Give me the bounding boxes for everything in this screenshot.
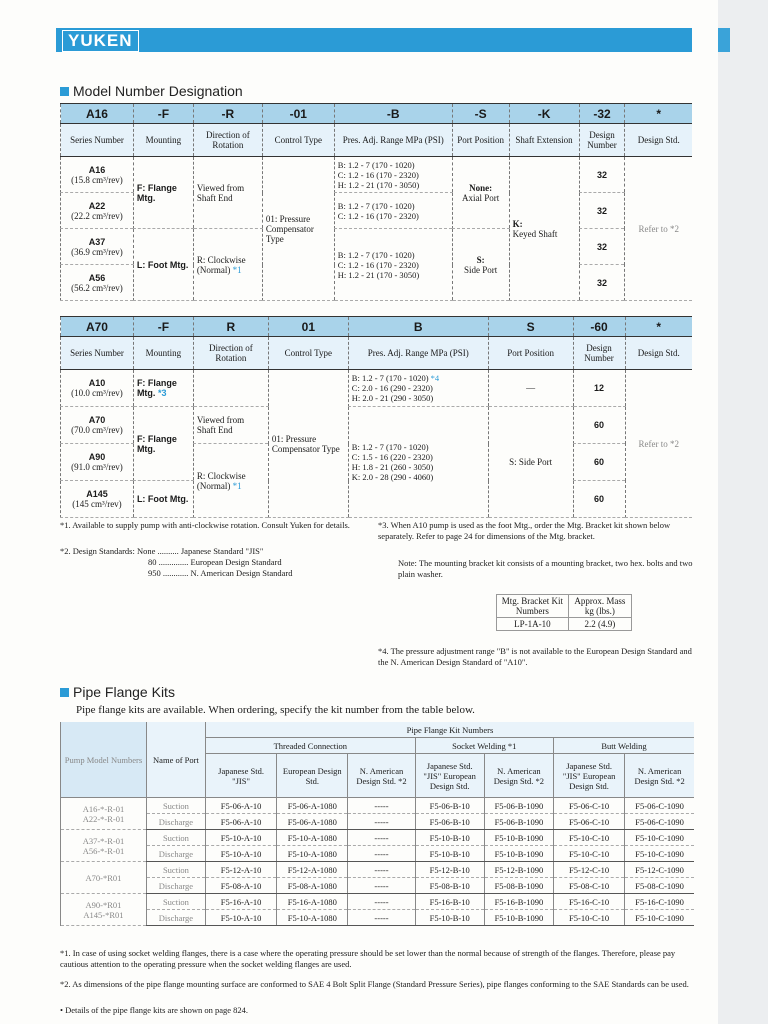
- pump-model-cell: [61, 830, 147, 862]
- pres-line: H: 1.2 - 21 (170 - 3050): [337, 179, 420, 190]
- kit-number: F5-08-B-1090: [484, 878, 553, 894]
- kit-number: F5-10-C-10: [553, 846, 624, 862]
- kit-number: F5-06-A-1080: [277, 798, 348, 814]
- shaft-k: [509, 157, 579, 301]
- kit-number: F5-06-C-1090: [625, 814, 694, 830]
- pressure-mid: [334, 193, 452, 229]
- brand-logo: YUKEN: [62, 30, 139, 52]
- pipe-section-title: Pipe Flange Kits: [73, 684, 175, 700]
- kit-number: F5-10-C-10: [553, 830, 624, 846]
- bracket-header: Mtg. Bracket Kit Numbers: [497, 595, 569, 618]
- code-cell: B: [348, 317, 488, 337]
- bracket-mass: 2.2 (4.9): [568, 618, 631, 631]
- star-mark: *1: [232, 480, 242, 491]
- kit-number: F5-06-C-1090: [625, 798, 694, 814]
- pump-model-cell: [61, 894, 147, 926]
- model-a145: [61, 481, 134, 518]
- port-none-code: None:: [469, 182, 493, 193]
- table-row: [61, 846, 695, 862]
- section-title-model: [60, 83, 243, 99]
- kit-number: F5-06-C-10: [553, 814, 624, 830]
- note-2-head: *2. Design Standards: None .......... Japanese Standard "JIS": [60, 546, 264, 556]
- pipe-footnote-2: *2. As dimensions of the pipe flange mounting surface are conformed to SAE 4 Bolt Split Flange (Standard Pressure Series), pipe flanges conforming to the SAE Standards can be used.: [60, 979, 689, 989]
- section-title-pipe: [60, 684, 175, 700]
- model-disp: (22.2 cm³/rev): [71, 210, 123, 221]
- pres-line: B: 1.2 - 7 (170 - 1020): [351, 442, 429, 452]
- table-row: [61, 910, 695, 926]
- mount-l: L: Foot Mtg.: [133, 229, 193, 301]
- kit-number: F5-10-A-1080: [277, 910, 348, 926]
- mount-f: F: Flange Mtg.: [133, 407, 193, 481]
- kit-number: -----: [348, 878, 415, 894]
- code-cell: -F: [133, 104, 193, 124]
- square-bullet-icon: [60, 688, 69, 697]
- h-port: Name of Port: [146, 722, 205, 798]
- star-mark: *3: [157, 388, 167, 398]
- pressure-rest: [348, 407, 488, 518]
- shaft-keyed: Keyed Shaft: [512, 228, 558, 239]
- design-number: 32: [579, 229, 625, 265]
- label-cell: Control Type: [262, 124, 334, 157]
- rotation-r-text: R: Clockwise (Normal): [196, 254, 246, 275]
- kit-number: F5-16-C-10: [553, 894, 624, 910]
- label-cell: Direction of Rotation: [193, 124, 262, 157]
- note-1: *1. Available to supply pump with anti-clockwise rotation. Consult Yuken for details.: [60, 520, 350, 530]
- model-table-a16: [60, 103, 692, 301]
- pressure-top: [334, 157, 452, 193]
- table-row: [61, 814, 695, 830]
- kit-number: F5-10-B-10: [415, 830, 484, 846]
- kit-number: F5-06-B-10: [415, 814, 484, 830]
- model-disp: (36.9 cm³/rev): [71, 246, 123, 257]
- pump-model: A37-*-R-01: [82, 835, 125, 846]
- model-name: A90: [88, 452, 106, 462]
- rotation-r-text: R: Clockwise (Normal): [196, 470, 246, 491]
- pres-line: C: 1.2 - 16 (170 - 2320): [337, 259, 419, 270]
- kit-number: F5-10-A-1080: [277, 846, 348, 862]
- h-model: Pump Model Numbers: [61, 722, 147, 798]
- code-cell: -60: [573, 317, 625, 337]
- label-cell: Mounting: [133, 124, 193, 157]
- col-header: N. American Design Std. *2: [484, 754, 553, 798]
- kit-number: F5-16-A-1080: [277, 894, 348, 910]
- pump-model: A145-*R01: [83, 909, 124, 920]
- code-cell: -K: [509, 104, 579, 124]
- model-disp: (145 cm³/rev): [72, 499, 122, 509]
- kit-number: F5-16-C-1090: [625, 894, 694, 910]
- pres-line: H: 1.8 - 21 (260 - 3050): [351, 462, 434, 472]
- kit-number: F5-08-B-10: [415, 878, 484, 894]
- pres-line: C: 1.2 - 16 (170 - 2320): [337, 169, 419, 180]
- port-side: S: Side Port: [488, 407, 573, 518]
- kit-number: F5-12-B-1090: [484, 862, 553, 878]
- label-cell: Control Type: [268, 337, 348, 370]
- port-name: Discharge: [146, 814, 205, 830]
- kit-number: F5-06-A-10: [205, 814, 276, 830]
- model-section-title: Model Number Designation: [73, 83, 243, 99]
- design-number: 60: [573, 444, 625, 481]
- pipe-flange-body: [61, 798, 695, 926]
- col-header: N. American Design Std. *2: [348, 754, 415, 798]
- pres-line: K: 2.0 - 28 (290 - 4060): [351, 472, 434, 482]
- kit-number: F5-10-B-1090: [484, 846, 553, 862]
- port-s: [452, 229, 509, 301]
- kit-number: F5-12-C-1090: [625, 862, 694, 878]
- star-mark: *4: [430, 373, 440, 383]
- table-row: [61, 798, 695, 814]
- pressure-a10: [348, 370, 488, 407]
- kit-number: F5-12-C-10: [553, 862, 624, 878]
- kit-number: F5-10-A-10: [205, 910, 276, 926]
- label-cell: Port Position: [488, 337, 573, 370]
- kit-number: -----: [348, 862, 415, 878]
- mount-l: L: Foot Mtg.: [133, 481, 193, 518]
- rotation-view: Viewed from Shaft End: [193, 407, 268, 444]
- col-header: Japanese Std. "JIS": [205, 754, 276, 798]
- mount-a10-text: F: Flange Mtg.: [136, 378, 177, 398]
- code-cell: S: [488, 317, 573, 337]
- label-cell: Pres. Adj. Range MPa (PSI): [334, 124, 452, 157]
- kit-number: -----: [348, 814, 415, 830]
- model-disp: (15.8 cm³/rev): [71, 174, 123, 185]
- kit-number: F5-16-A-10: [205, 894, 276, 910]
- port-name: Suction: [146, 862, 205, 878]
- model-a16: [61, 157, 134, 193]
- pressure-bot: [334, 229, 452, 301]
- bracket-kit: LP-1A-10: [497, 618, 569, 631]
- kit-number: F5-10-C-1090: [625, 830, 694, 846]
- code-cell: R: [193, 317, 268, 337]
- port-a10: —: [488, 370, 573, 407]
- code-cell: -R: [193, 104, 262, 124]
- code-cell: -S: [452, 104, 509, 124]
- pump-model: A70-*R01: [85, 872, 122, 883]
- h-butt: Butt Welding: [553, 738, 694, 754]
- kit-number: F5-10-C-1090: [625, 910, 694, 926]
- kit-number: F5-12-B-10: [415, 862, 484, 878]
- pipe-footnote-3: • Details of the pipe flange kits are shown on page 824.: [60, 1005, 249, 1015]
- note-4: *4. The pressure adjustment range "B" is not available to the European Design Standard and the N. American Design Standard of "A10".: [378, 646, 692, 667]
- port-side: Side Port: [463, 264, 498, 275]
- design-number: 12: [573, 370, 625, 407]
- pump-model: A16-*-R-01: [82, 803, 125, 814]
- label-cell: Series Number: [61, 124, 134, 157]
- design-number: 60: [573, 407, 625, 444]
- model-name: A56: [88, 272, 106, 283]
- code-cell: -32: [579, 104, 625, 124]
- pres-line: H: 2.0 - 21 (290 - 3050): [351, 393, 434, 403]
- model-name: A16: [88, 164, 106, 175]
- label-cell: Direction of Rotation: [193, 337, 268, 370]
- kit-number: F5-06-B-1090: [484, 798, 553, 814]
- mount-a10: [133, 370, 193, 407]
- star-mark: *1: [232, 264, 242, 275]
- kit-number: -----: [348, 830, 415, 846]
- note-3: *3. When A10 pump is used as the foot Mtg., order the Mtg. Bracket kit shown below separately. Refer to page 24 for dimensions of the Mtg. bracket.: [378, 520, 671, 541]
- pres-line: C: 1.5 - 16 (220 - 2320): [351, 452, 433, 462]
- control-type: 01: Pressure Compensator Type: [268, 370, 348, 518]
- kit-number: F5-10-C-1090: [625, 846, 694, 862]
- model-name: A70: [88, 415, 106, 425]
- model-disp: (56.2 cm³/rev): [71, 282, 123, 293]
- kit-number: F5-08-C-10: [553, 878, 624, 894]
- kit-number: F5-08-A-1080: [277, 878, 348, 894]
- header-bar: [56, 28, 692, 52]
- kit-number: F5-10-A-10: [205, 830, 276, 846]
- kit-number: F5-06-A-10: [205, 798, 276, 814]
- col-header: Japanese Std. "JIS" European Design Std.: [553, 754, 624, 798]
- port-name: Discharge: [146, 910, 205, 926]
- port-name: Discharge: [146, 878, 205, 894]
- mount-f: F: Flange Mtg.: [133, 157, 193, 229]
- kit-number: F5-06-B-10: [415, 798, 484, 814]
- rotation-r: [193, 229, 262, 301]
- pres-line: B: 1.2 - 7 (170 - 1020): [337, 159, 415, 170]
- label-cell: Design Std.: [625, 337, 692, 370]
- rotation-r: [193, 444, 268, 518]
- port-axial: Axial Port: [461, 192, 500, 203]
- note-3-detail: Note: The mounting bracket kit consists of a mounting bracket, two hex. bolts and two plain washer.: [398, 558, 693, 579]
- kit-number: F5-16-B-1090: [484, 894, 553, 910]
- model-disp: (91.0 cm³/rev): [71, 462, 123, 472]
- col-header: Japanese Std. "JIS" European Design Std.: [415, 754, 484, 798]
- kit-number: F5-06-C-10: [553, 798, 624, 814]
- table-row: [61, 862, 695, 878]
- code-cell: A70: [61, 317, 134, 337]
- pres-line: H: 1.2 - 21 (170 - 3050): [337, 269, 420, 280]
- design-std: Refer to *2: [625, 157, 692, 301]
- kit-number: -----: [348, 910, 415, 926]
- kit-number: F5-10-A-10: [205, 846, 276, 862]
- label-cell: Design Std.: [625, 124, 692, 157]
- kit-number: F5-10-A-1080: [277, 830, 348, 846]
- empty-cell: [193, 370, 268, 407]
- bracket-header: Approx. Mass kg (lbs.): [568, 595, 631, 618]
- h-threaded: Threaded Connection: [205, 738, 415, 754]
- table-row: [61, 878, 695, 894]
- kit-number: F5-06-A-1080: [277, 814, 348, 830]
- code-cell: -B: [334, 104, 452, 124]
- code-cell: *: [625, 317, 692, 337]
- label-cell: Shaft Extension: [509, 124, 579, 157]
- design-number: 32: [579, 193, 625, 229]
- port-name: Suction: [146, 798, 205, 814]
- pres-line: C: 2.0 - 16 (290 - 2320): [351, 383, 433, 393]
- table-row: [61, 894, 695, 910]
- design-number: 32: [579, 157, 625, 193]
- label-cell: Port Position: [452, 124, 509, 157]
- square-bullet-icon: [60, 87, 69, 96]
- pipe-flange-table: [60, 722, 694, 926]
- pres-line: C: 1.2 - 16 (170 - 2320): [337, 210, 419, 221]
- code-cell: -F: [133, 317, 193, 337]
- adjacent-page-edge: [718, 0, 768, 1024]
- code-cell: -01: [262, 104, 334, 124]
- port-name: Suction: [146, 894, 205, 910]
- design-number: 32: [579, 265, 625, 301]
- kit-number: F5-08-A-10: [205, 878, 276, 894]
- design-std: Refer to *2: [625, 370, 692, 518]
- model-name: A22: [88, 200, 106, 211]
- pipe-footnote-1: *1. In case of using socket welding flanges, there is a case where the operating pressure should be set lower than the normal because of strength of the flanges. Therefore, please pay cautious attention to the operating pressure when the socket welding flanges are used.: [60, 948, 676, 969]
- note-2: [60, 546, 370, 579]
- kit-number: -----: [348, 846, 415, 862]
- label-cell: Series Number: [61, 337, 134, 370]
- edge-tab: [718, 28, 730, 52]
- kit-number: F5-10-B-1090: [484, 910, 553, 926]
- code-cell: A16: [61, 104, 134, 124]
- port-none: [452, 157, 509, 229]
- port-name: Discharge: [146, 846, 205, 862]
- table-row: [61, 830, 695, 846]
- pres-line: B: 1.2 - 7 (170 - 1020): [337, 200, 415, 211]
- model-a22: [61, 193, 134, 229]
- kit-number: -----: [348, 894, 415, 910]
- kit-number: F5-10-B-1090: [484, 830, 553, 846]
- pres-line: B: 1.2 - 7 (170 - 1020): [337, 249, 415, 260]
- model-a10: [61, 370, 134, 407]
- model-name: A145: [86, 489, 108, 499]
- note-2-80: 80 .............. European Design Standard: [148, 557, 282, 567]
- model-a90: [61, 444, 134, 481]
- pres-text: B: 1.2 - 7 (170 - 1020): [351, 373, 429, 383]
- kit-number: F5-16-B-10: [415, 894, 484, 910]
- kit-number: F5-10-C-10: [553, 910, 624, 926]
- label-cell: Pres. Adj. Range MPa (PSI): [348, 337, 488, 370]
- shaft-k-code: K:: [512, 218, 523, 229]
- control-type: 01: Pressure Compensator Type: [262, 157, 334, 301]
- pres-line: [352, 373, 485, 383]
- col-header: European Design Std.: [277, 754, 348, 798]
- pump-model: A56-*-R-01: [82, 845, 125, 856]
- pump-model: A90-*R01: [85, 899, 122, 910]
- kit-number: -----: [348, 798, 415, 814]
- port-name: Suction: [146, 830, 205, 846]
- pump-model: A22-*-R-01: [82, 813, 125, 824]
- code-cell: *: [625, 104, 692, 124]
- kit-number: F5-12-A-1080: [277, 862, 348, 878]
- col-header: N. American Design Std. *2: [625, 754, 694, 798]
- model-disp: (10.0 cm³/rev): [71, 388, 123, 398]
- model-name: A10: [88, 378, 106, 388]
- rotation-view: Viewed from Shaft End: [193, 157, 262, 229]
- port-s-code: S:: [476, 254, 485, 265]
- label-cell: Design Number: [573, 337, 625, 370]
- model-a37: [61, 229, 134, 265]
- kit-number: F5-10-B-10: [415, 846, 484, 862]
- note-2-950: 950 ............ N. American Design Standard: [148, 568, 293, 578]
- pipe-intro: Pipe flange kits are available. When ordering, specify the kit number from the table below.: [76, 704, 475, 716]
- kit-number: F5-06-B-1090: [484, 814, 553, 830]
- design-number: 60: [573, 481, 625, 518]
- model-table-a70: [60, 316, 692, 518]
- pump-model-cell: [61, 798, 147, 830]
- model-disp: (70.0 cm³/rev): [71, 425, 123, 435]
- h-kits: Pipe Flange Kit Numbers: [205, 722, 694, 738]
- kit-number: F5-08-C-1090: [625, 878, 694, 894]
- model-name: A37: [88, 236, 106, 247]
- model-a56: [61, 265, 134, 301]
- model-a70: [61, 407, 134, 444]
- h-socket: Socket Welding *1: [415, 738, 553, 754]
- label-cell: Mounting: [133, 337, 193, 370]
- kit-number: F5-10-B-10: [415, 910, 484, 926]
- label-cell: Design Number: [579, 124, 625, 157]
- pump-model-cell: [61, 862, 147, 894]
- code-cell: 01: [268, 317, 348, 337]
- kit-number: F5-12-A-10: [205, 862, 276, 878]
- bracket-table: [496, 594, 632, 631]
